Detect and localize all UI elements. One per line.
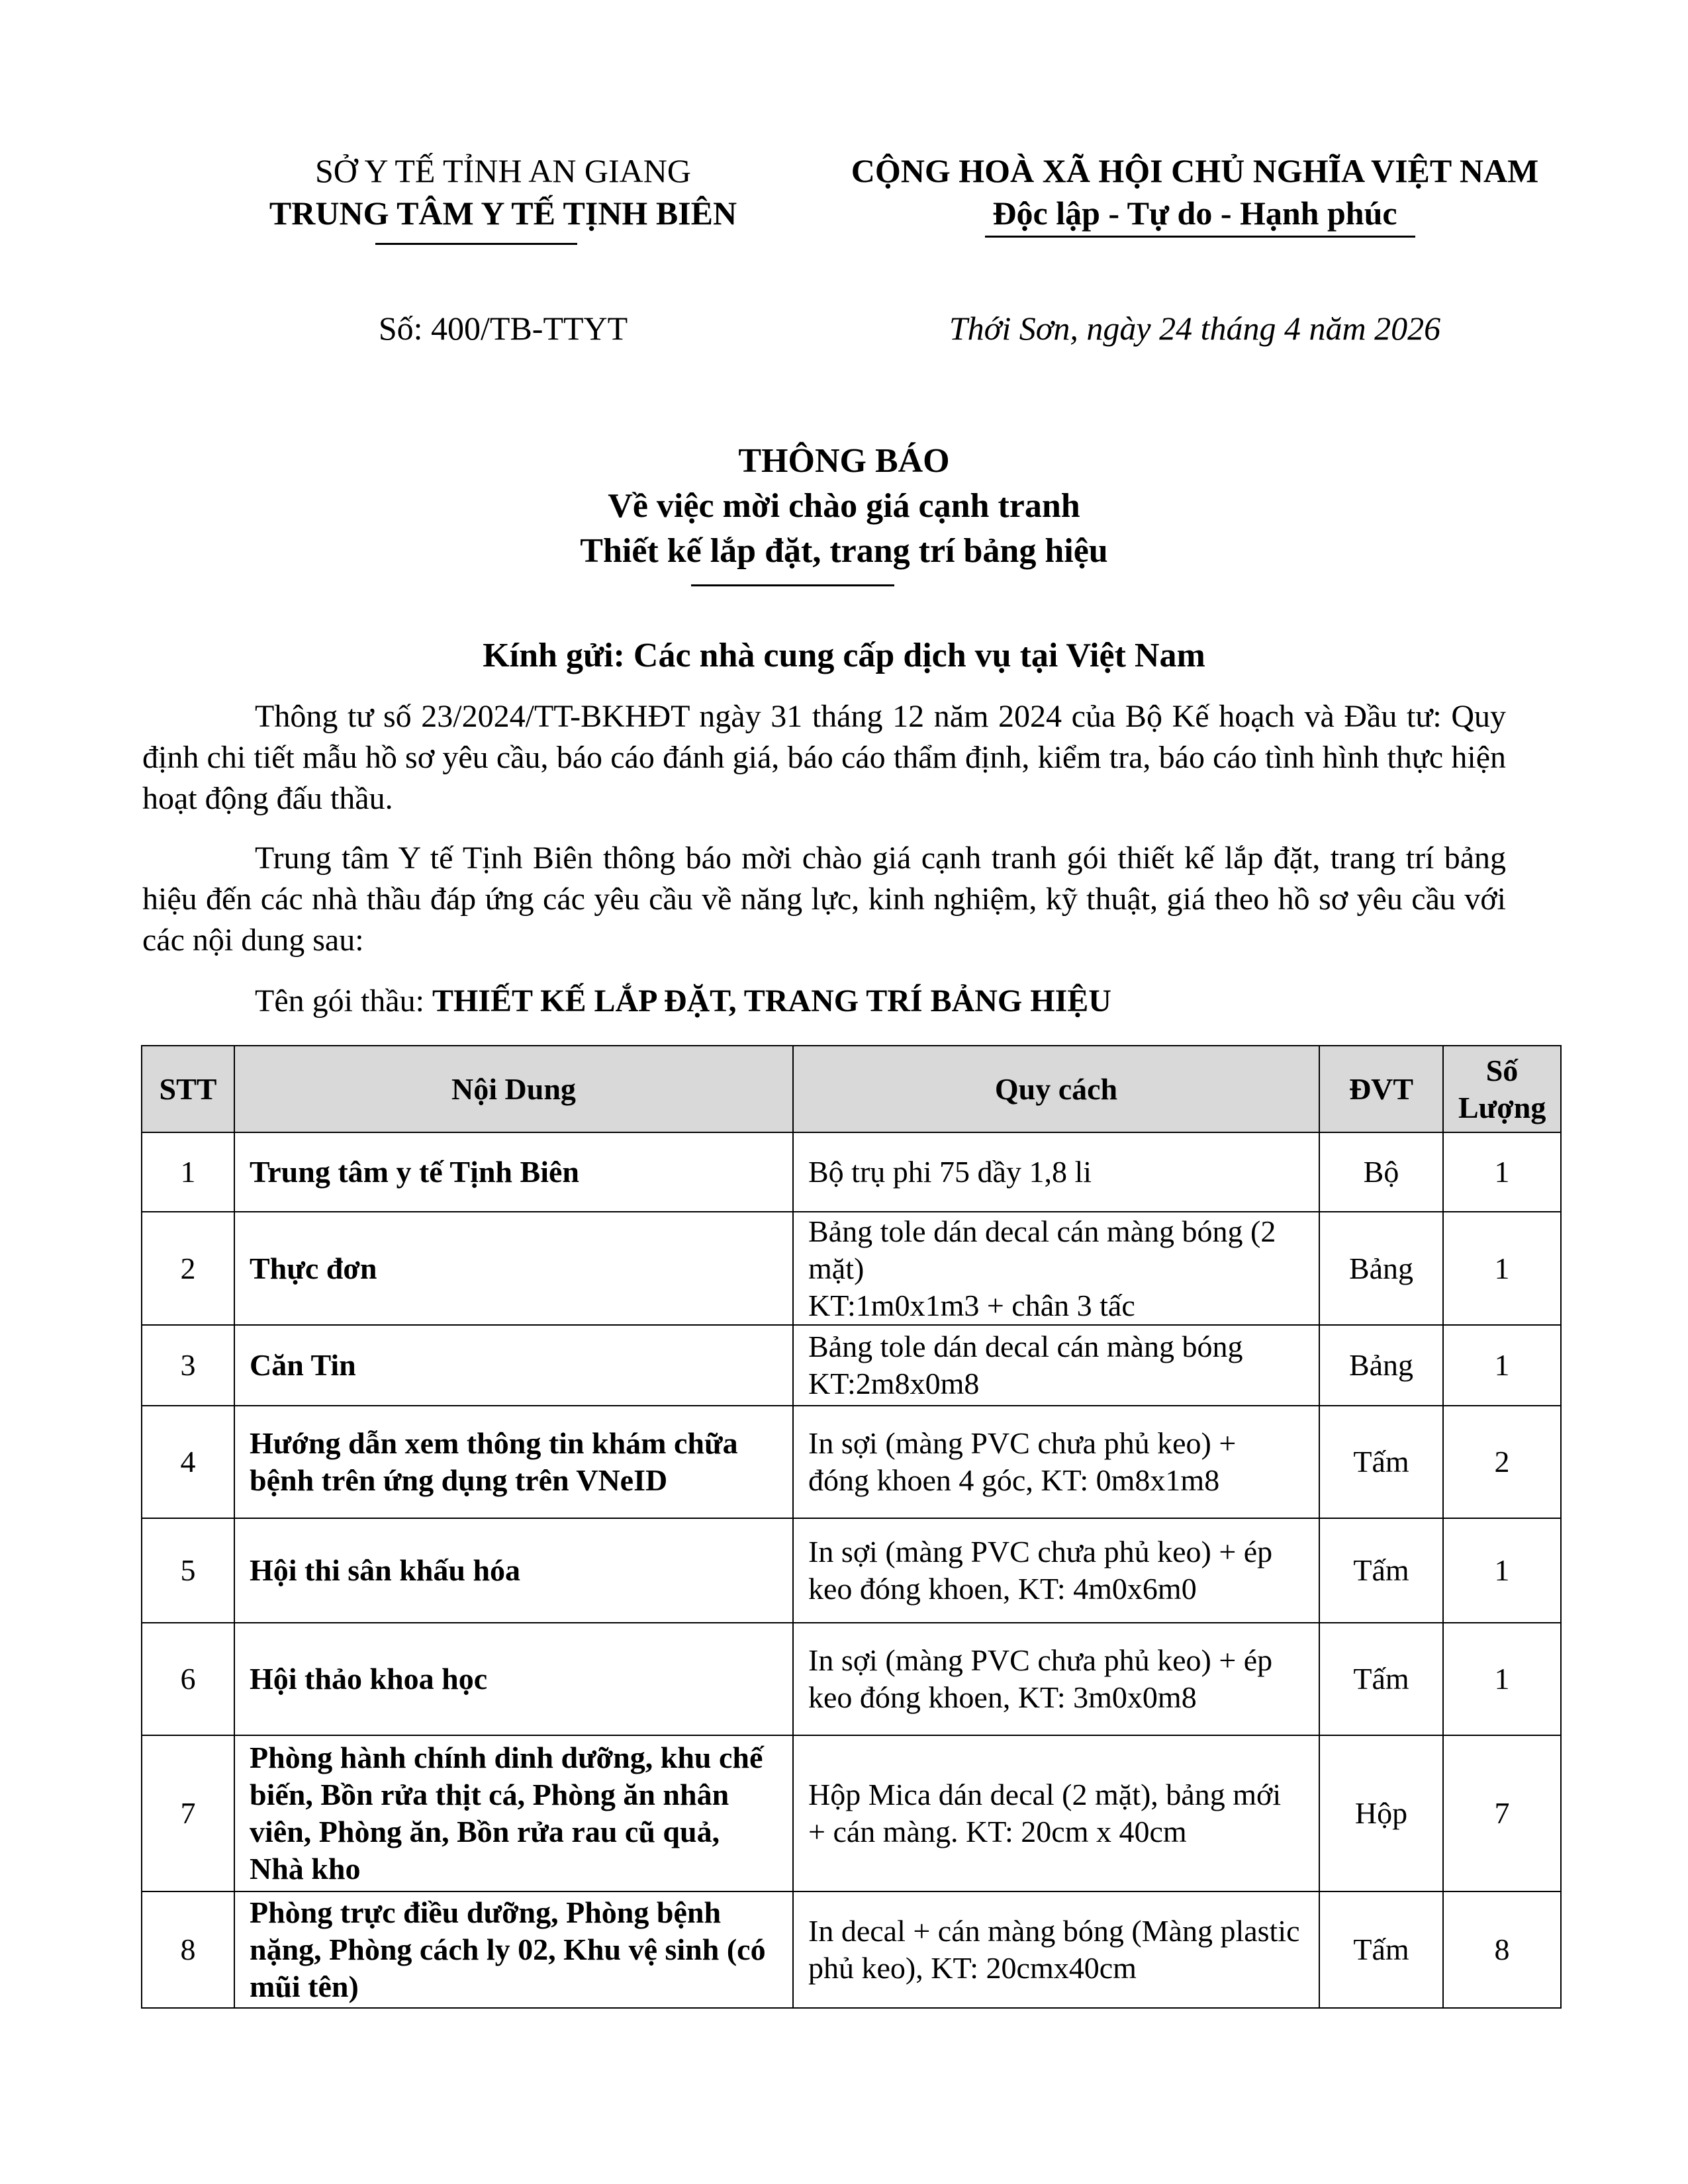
cell-stt: 8 [142,1891,234,2008]
paragraph-invitation [142,838,1506,961]
place-date: Thới Sơn, ngày 24 tháng 4 năm 2026 [949,310,1441,347]
cell-spec: Bộ trụ phi 75 dầy 1,8 li [793,1132,1319,1212]
cell-quantity: 7 [1443,1735,1561,1891]
cell-unit: Tấm [1319,1406,1443,1518]
table-row [142,1891,1561,2008]
table-row [142,1132,1561,1212]
cell-spec: Hộp Mica dán decal (2 mặt), bảng mới + cán màng. KT: 20cm x 40cm [793,1735,1319,1891]
agency-underline [375,243,577,245]
table-header-row [142,1046,1561,1132]
cell-spec: In sợi (màng PVC chưa phủ keo) + đóng khoen 4 góc, KT: 0m8x1m8 [793,1406,1319,1518]
cell-unit: Bảng [1319,1212,1443,1325]
nation-motto: Độc lập - Tự do - Hạnh phúc [992,195,1397,232]
cell-spec: Bảng tole dán decal cán màng bóng (2 mặt) KT:1m0x1m3 + chân 3 tấc [793,1212,1319,1325]
cell-unit: Tấm [1319,1891,1443,2008]
header-unit: ĐVT [1319,1046,1443,1132]
table-row [142,1212,1561,1325]
cell-unit: Tấm [1319,1623,1443,1735]
notice-subject-line1: Về việc mời chào giá cạnh tranh [608,487,1080,525]
paragraph-legal-basis-text: Thông tư số 23/2024/TT-BKHĐT ngày 31 tháng 12 năm 2024 của Bộ Kế hoạch và Đầu tư: Quy định chi tiết mẫu hồ sơ yêu cầu, báo cáo đánh giá, báo cáo thẩm định, kiểm tra, báo cáo tình hình thực hiện hoạt động đấu thầu. [142,699,1506,816]
cell-content: Phòng trực điều dưỡng, Phòng bệnh nặng, Phòng cách ly 02, Khu vệ sinh (có mũi tên) [234,1891,793,2008]
table-row [142,1518,1561,1623]
cell-spec: In decal + cán màng bóng (Màng plastic phủ keo), KT: 20cmx40cm [793,1891,1319,2008]
cell-quantity: 8 [1443,1891,1561,2008]
header-spec: Quy cách [793,1046,1319,1132]
agency-parent: SỞ Y TẾ TỈNH AN GIANG [314,152,692,189]
package-name: THIẾT KẾ LẮP ĐẶT, TRANG TRÍ BẢNG HIỆU [432,983,1111,1019]
cell-stt: 2 [142,1212,234,1325]
cell-content: Thực đơn [234,1212,793,1325]
cell-unit: Tấm [1319,1518,1443,1623]
cell-stt: 5 [142,1518,234,1623]
cell-quantity: 2 [1443,1406,1561,1518]
package-label: Tên gói thầu: [255,983,432,1019]
cell-unit: Bộ [1319,1132,1443,1212]
header-stt: STT [142,1046,234,1132]
cell-spec: Bảng tole dán decal cán màng bóng KT:2m8x0m8 [793,1325,1319,1406]
cell-content: Hội thi sân khấu hóa [234,1518,793,1623]
recipient-line: Kính gửi: Các nhà cung cấp dịch vụ tại Việt Nam [483,637,1205,674]
notice-subject-line2: Thiết kế lắp đặt, trang trí bảng hiệu [580,532,1108,570]
cell-content: Phòng hành chính dinh dưỡng, khu chế biến, Bồn rửa thịt cá, Phòng ăn nhân viên, Phòng ăn, Bồn rửa rau cũ quả, Nhà kho [234,1735,793,1891]
header-quantity-line1: Số [1485,1053,1519,1087]
cell-content: Căn Tin [234,1325,793,1406]
document-number: Số: 400/TB-TTYT [378,310,628,347]
header-content: Nội Dung [234,1046,793,1132]
table-row [142,1325,1561,1406]
cell-spec: In sợi (màng PVC chưa phủ keo) + ép keo đóng khoen, KT: 4m0x6m0 [793,1518,1319,1623]
paragraph-invitation-text: Trung tâm Y tế Tịnh Biên thông báo mời chào giá cạnh tranh gói thiết kế lắp đặt, trang trí bảng hiệu đến các nhà thầu đáp ứng các yêu cầu về năng lực, kinh nghiệm, kỹ thuật, giá theo hồ sơ yêu cầu với các nội dung sau: [142,841,1506,958]
cell-quantity: 1 [1443,1325,1561,1406]
cell-content: Trung tâm y tế Tịnh Biên [234,1132,793,1212]
nation-title: CỘNG HOÀ XÃ HỘI CHỦ NGHĨA VIỆT NAM [851,152,1539,189]
notice-title: THÔNG BÁO [738,442,950,480]
cell-stt: 3 [142,1325,234,1406]
cell-spec: In sợi (màng PVC chưa phủ keo) + ép keo đóng khoen, KT: 3m0x0m8 [793,1623,1319,1735]
table-row [142,1623,1561,1735]
items-table [141,1045,1562,2009]
cell-stt: 7 [142,1735,234,1891]
cell-stt: 6 [142,1623,234,1735]
package-name-line [142,981,1506,1022]
motto-underline [985,236,1415,238]
cell-quantity: 1 [1443,1132,1561,1212]
cell-quantity: 1 [1443,1518,1561,1623]
cell-content: Hướng dẫn xem thông tin khám chữa bệnh trên ứng dụng trên VNeID [234,1406,793,1518]
cell-content: Hội thảo khoa học [234,1623,793,1735]
title-underline [691,584,894,586]
cell-quantity: 1 [1443,1212,1561,1325]
header-quantity [1443,1046,1561,1132]
table-row [142,1735,1561,1891]
table-row [142,1406,1561,1518]
header-quantity-line2: Lượng [1458,1090,1546,1124]
cell-unit: Hộp [1319,1735,1443,1891]
cell-unit: Bảng [1319,1325,1443,1406]
cell-quantity: 1 [1443,1623,1561,1735]
agency-name: TRUNG TÂM Y TẾ TỊNH BIÊN [269,195,737,232]
cell-stt: 4 [142,1406,234,1518]
cell-stt: 1 [142,1132,234,1212]
paragraph-legal-basis [142,696,1506,819]
